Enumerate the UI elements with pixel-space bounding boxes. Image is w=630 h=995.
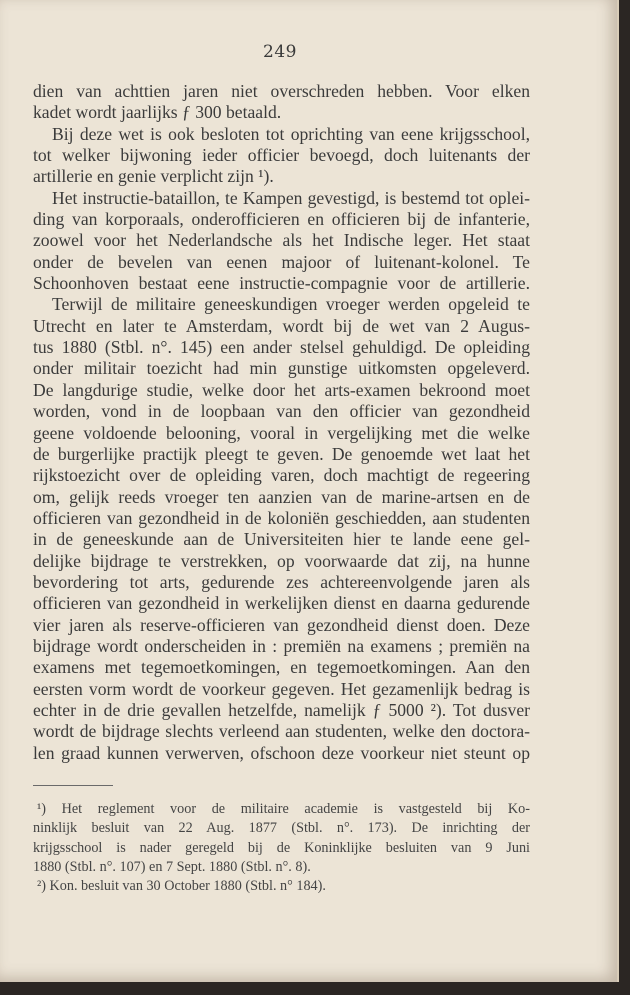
text-line: bevordering tot arts, gedurende zes achtereenvolgende jaren als [33, 571, 530, 592]
text-line: onder de bevelen van eenen majoor of luitenant-kolonel. Te [33, 251, 530, 272]
text-line: Schoonhoven bestaat eene instructie-compagnie voor de artillerie. [33, 273, 530, 294]
text-line: De langdurige studie, welke door het arts-examen bekroond moet [33, 379, 530, 400]
footnote-line: ninklijk besluit van 22 Aug. 1877 (Stbl. n°. 173). De inrichting der [33, 820, 530, 837]
text-line: Bij deze wet is ook besloten tot oprichting van eene krijgsschool, [52, 123, 530, 144]
text-line: de burgerlijke practijk pleegt te geven. De genoemde wet laat het [33, 443, 530, 464]
text-line: Terwijl de militaire geneeskundigen vroeger werden opgeleid te [52, 294, 530, 315]
text-line: kadet wordt jaarlijks ƒ 300 betaald. [33, 102, 282, 123]
text-line: officieren van gezondheid in de koloniën geschiedden, aan studenten [33, 507, 530, 528]
text-line: delijke bijdrage te verstrekken, op voorwaarde dat zij, na hunne [33, 550, 530, 571]
text-line: Het instructie-bataillon, te Kampen gevestigd, is bestemd tot oplei- [52, 187, 530, 208]
text-line: tot welker bijwoning ieder officier bevoegd, doch luitenants der [33, 145, 530, 166]
text-line: bijdrage wordt onderscheiden in : premiën na examens ; premiën na [33, 635, 530, 656]
text-line: onder militair toezicht had min gunstige uitkomsten opgeleverd. [33, 358, 530, 379]
text-line: rijkstoezicht over de opleiding varen, doch machtigt de regeering [33, 465, 530, 486]
text-line: len graad kunnen verwerven, ofschoon deze voorkeur niet steunt op [33, 742, 530, 763]
text-line: worden, vond in de loopbaan van den officier van gezondheid [33, 401, 530, 422]
text-line: ding van korporaals, onderofficieren en officieren bij de infanterie, [33, 209, 530, 230]
page-number: 249 [263, 42, 297, 62]
text-line: om, gelijk reeds vroeger ten aanzien van de marine-artsen en de [33, 486, 530, 507]
text-line: eersten vorm wordt de voorkeur gegeven. Het gezamenlijk bedrag is [33, 678, 530, 699]
text-line: zoowel voor het Nederlandsche als het Indische leger. Het staat [33, 230, 530, 251]
footnote-line: ²) Kon. besluit van 30 October 1880 (Stbl. n° 184). [37, 878, 326, 895]
footnote-line: krijgsschool is nader geregeld bij de Koninklijke besluiten van 9 Juni [33, 839, 530, 856]
text-line: Utrecht en later te Amsterdam, wordt bij de wet van 2 Augus- [33, 315, 530, 336]
text-line: wordt de bijdrage slechts verleend aan studenten, welke den doctora- [33, 721, 530, 742]
footnote-line: 1880 (Stbl. n°. 107) en 7 Sept. 1880 (Stbl. n°. 8). [33, 858, 311, 875]
text-line: geene voldoende belooning, vooral in vergelijking met die welke [33, 422, 530, 443]
text-line: vier jaren als reserve-officieren van gezondheid dienst doen. Deze [33, 614, 530, 635]
text-line: dien van achttien jaren niet overschreden hebben. Voor elken [33, 81, 530, 101]
footnote-line: ¹) Het reglement voor de militaire academie is vastgesteld bij Ko- [37, 801, 530, 817]
text-line: echter in de drie gevallen hetzelfde, namelijk ƒ 5000 ²). Tot dusver [33, 699, 530, 720]
text-line: officieren van gezondheid in werkelijken dienst en daarna gedurende [33, 593, 530, 614]
text-line: in de geneeskunde aan de Universiteiten hier te lande eene gel- [33, 529, 530, 550]
body-text [33, 81, 530, 764]
text-line: examens met tegemoetkomingen, en tegemoetkomingen. Aan den [33, 657, 530, 678]
text-line: artillerie en genie verplicht zijn ¹). [33, 166, 274, 187]
footnote-divider [33, 785, 113, 786]
footnotes [33, 800, 530, 896]
text-line: tus 1880 (Stbl. n°. 145) een ander stelsel gehuldigd. De opleiding [33, 337, 530, 358]
